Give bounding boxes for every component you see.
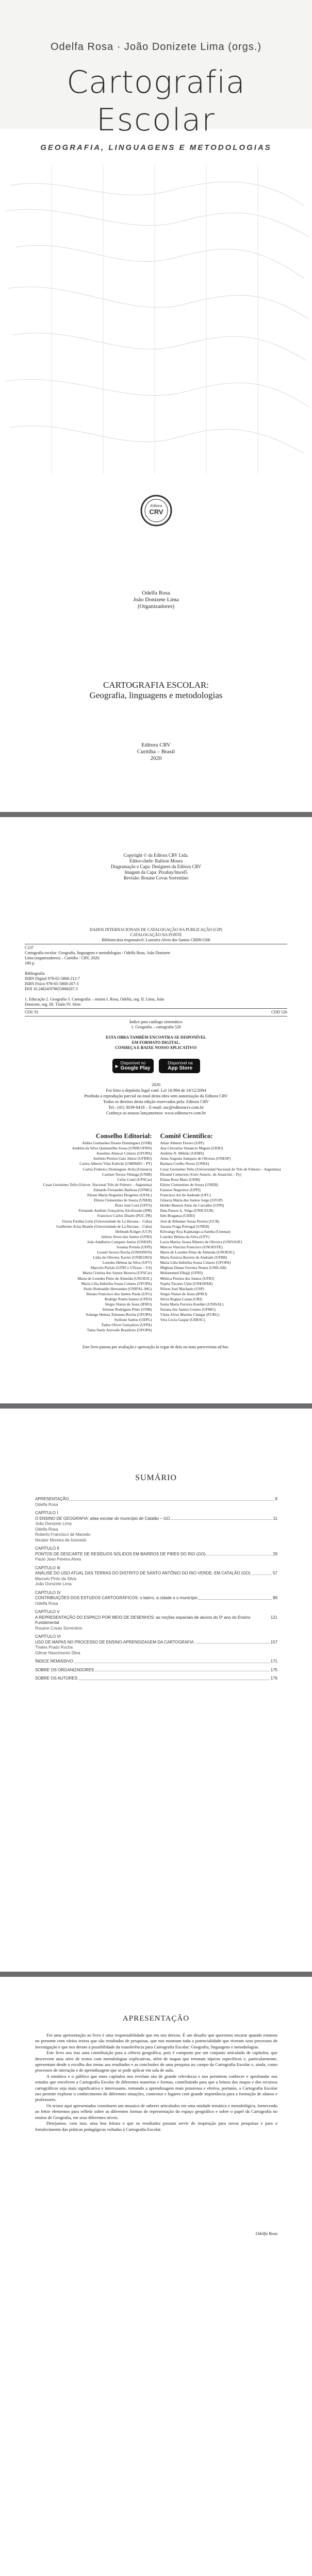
toc-authors: Marcelo Pinto da Silva João Donizete Lima <box>35 1576 76 1586</box>
book-subtitle: Geografia, linguagens e metodologias <box>89 690 223 700</box>
toc-page-number: 11 <box>273 1516 277 1521</box>
rights-line: Conheça os nossos lançamentos: www.editoracrv.com.br <box>106 1110 206 1115</box>
toc-title: A REPRESENTAÇÃO DO ESPAÇO POR MEIO DE DESENHOS: as noções espaciais de alunos do 5º ano do Ensino Fundamental <box>35 1615 251 1625</box>
toc-page-number: 89 <box>273 1596 277 1600</box>
council-member: Carlos Alberto Vilar Estêvão (UMINHO – PT) <box>79 1161 152 1166</box>
committee-member: Marcos Vinicius Francisco (UNOESTE) <box>160 1244 223 1249</box>
credit-line: Revisão: Rosane Covas Sorrentino <box>123 875 189 880</box>
council-member: Paulo Romualdo Hernandes (UNIFAL-MG) <box>83 1286 152 1291</box>
cip-body <box>25 951 287 1007</box>
badge-small-text: Disponível no <box>120 1061 146 1065</box>
credits-block <box>0 853 312 881</box>
editorial-council-title: Conselho Editorial: <box>95 1132 152 1140</box>
committee-member: Sonia Maria Ferreira Koehler (UNISAL) <box>160 1302 224 1307</box>
cip-cdd: CDD 526 <box>271 1010 287 1014</box>
committee-member: Anna Augusta Sampaio de Oliveira (UNESP) <box>160 1156 231 1161</box>
rights-line: 2020 <box>152 1082 160 1087</box>
publisher-year: 2020 <box>150 755 162 761</box>
committee-member: Francisco Ari de Andrade (UFC) <box>160 1193 211 1198</box>
council-member: Anselmo Alencar Colares (UFOPA) <box>96 1151 152 1156</box>
committee-member: Maria Eurácia Barreto de Andrade (UFRB) <box>160 1255 227 1260</box>
scientific-committee-title: Comitê Científico: <box>160 1132 213 1140</box>
toc-title: SOBRE OS ORGANIZADORES <box>35 1667 94 1672</box>
committee-member: Jussara Fraga Portugal (UNEB) <box>160 1224 209 1229</box>
cip-header-3: Bibliotecária responsável: Luzenira Alves dos Santos CRB9/1506 <box>102 938 210 942</box>
committee-member: Sérgio Nunes de Jesus (IFRO) <box>160 1291 207 1296</box>
toc-page-number: 9 <box>275 1497 277 1501</box>
council-member: Elizeu Clementino de Souza (UNEB) <box>94 1198 152 1203</box>
toc-authors: Paulo Jean Pereira Alves <box>35 1557 81 1562</box>
toc-chapter-label: CAPÍTULO III <box>35 1565 60 1570</box>
cover-title-line2: Escolar <box>96 102 216 138</box>
book-cover <box>0 0 312 575</box>
rights-line: Proibida a reprodução parcial ou total desta obra sem autorização da Editora CRV <box>84 1093 228 1098</box>
council-member: Lourdes Helena da Silva (UFV) <box>102 1260 152 1265</box>
rights-block <box>0 1082 312 1116</box>
council-member: Antônio Pereira Gaio Júnior (UFRRJ) <box>93 1156 152 1161</box>
toc-entry[interactable] <box>35 1659 277 1665</box>
scientific-committee <box>156 1133 297 1333</box>
cip-line: Lima (organizadores) – Curitiba : CRV, 2020. <box>25 956 101 960</box>
cip-line: 180 p. <box>25 961 35 965</box>
committee-member: Lourdes Helena da Silva (UFV) <box>160 1234 210 1239</box>
book-title: CARTOGRAFIA ESCOLAR: <box>103 680 209 690</box>
council-member: Simone Rodrigues Pinto (UNB) <box>102 1307 152 1312</box>
committee-member: Fauston Negreiros (UFPI) <box>160 1187 201 1192</box>
peer-review-note: Este livro passou por avaliação e aprovação às cegas de dois ou mais pareceristas ad hoc. <box>82 1345 230 1349</box>
title-page-names <box>0 590 312 610</box>
toc-authors: Thales Prado Rocha Gilmar Nascimento Silva <box>35 1645 80 1655</box>
committee-member: Míghian Danae Ferreira Nunes (UNILAB) <box>160 1265 226 1270</box>
toc-title: SOBRE OS AUTORES <box>35 1676 78 1681</box>
committee-member: Najela Tavares Ujiie (UNESPAR) <box>160 1281 213 1286</box>
council-member: Helmuth Krüger (UCP) <box>115 1229 152 1234</box>
toc-page-number: 121 <box>270 1615 277 1620</box>
council-member: Sérgio Nunes de Jesus (IFRO) <box>105 1302 152 1307</box>
toc-entry[interactable] <box>35 1634 277 1656</box>
rights-line: Tel.: (41) 3039-6418 – E-mail: sac@editoracrv.com.br <box>108 1105 204 1110</box>
committee-member: Silvia Regina Canan (URI) <box>160 1296 202 1301</box>
avail-line-2: EM FORMATO DIGITAL. <box>132 1040 180 1045</box>
council-member: Eduardo Fernandes Barbosa (UFMG) <box>93 1187 152 1192</box>
council-member: Sydione Santos (UEPG) <box>114 1317 152 1323</box>
council-member: Guillermo Arias Beatón (Universidade de La Havana – Cuba) <box>56 1224 152 1229</box>
toc-entry[interactable] <box>35 1609 277 1631</box>
organizer-2: João Donizete Lima <box>133 597 179 603</box>
badge-small-text: Disponível na <box>168 1061 193 1065</box>
rights-line: Todos os direitos desta edição reservados pela: Editora CRV <box>103 1099 209 1104</box>
badge-big-text: App Store <box>168 1065 193 1071</box>
committee-member: Nilson José Machado (USP) <box>160 1286 204 1291</box>
badge-big-text: Google Play <box>120 1065 151 1071</box>
presentation-paragraph: A temática e o público que estes capítulos nos revelam são de grande relevância e nos permitem conhecer e aprofundar nos estudos que envolvem a Cartografia Escolar de diferentes maneiras e formas, contribuindo para que a leitura dos mapas e dos recursos cartográficos seja mais significativa e interessante, tornando a aprendizagem mais prazerosa e efetiva, portanto, a Cartografia Escolar nos permite explorar o conhecimento de diferentes situações, contextos e lugares com grande importância para a formação de alunos e professores. <box>35 2073 277 2103</box>
cip-record <box>25 927 287 1050</box>
toc-page-number: 176 <box>270 1676 277 1681</box>
app-store-badge[interactable] <box>159 1059 200 1073</box>
toc-title: ÍNDICE REMISSIVO <box>35 1659 73 1664</box>
council-member: Aldira Guimarães Duarte Domínguez (UNB) <box>82 1141 152 1146</box>
toc-title: ANÁLISE DO USO ATUAL DAS TERRAS DO DISTRITO DE SANTO ANTÔNIO DO RIO VERDE, EM CATALÃO (GO) <box>35 1571 251 1575</box>
toc-title: USO DE MAPAS NO PROCESSO DE ENSINO-APRENDIZAGEM DA CARTOGRAFIA <box>35 1639 194 1645</box>
toc-entry[interactable] <box>35 1668 277 1673</box>
avail-line-3: CONHEÇA E BAIXE NOSSO APLICATIVO! <box>115 1045 197 1050</box>
council-member: Tania Suely Azevedo Brasileiro (UFOPA) <box>87 1328 152 1333</box>
toc-entry[interactable] <box>35 1566 277 1587</box>
cip-line: Donizete, org. III. Título IV. Série <box>25 1002 81 1007</box>
presentation-title: APRESENTAÇÃO <box>122 2014 190 2023</box>
toc-page-number: 57 <box>273 1571 277 1575</box>
toc-chapter-label: CAPÍTULO VI <box>35 1634 61 1639</box>
committee-member: Mohammed Elhajji (UFRJ) <box>160 1270 203 1276</box>
toc-entry[interactable] <box>35 1676 277 1682</box>
committee-member: Gláucia Maria dos Santos Jorge (UFOP) <box>160 1198 223 1203</box>
summary-title: SUMÁRIO <box>135 1473 177 1482</box>
cip-line: Bibliografia <box>25 971 45 976</box>
committee-member: Barbara Coelho Neves (UFBA) <box>160 1161 209 1166</box>
credit-line: Diagramação e Capa: Designers da Editora CRV <box>110 864 202 869</box>
credit-line: Imagem da Capa: Pixabay/lmcel5 <box>124 870 188 875</box>
toc-page-number: 175 <box>270 1667 277 1672</box>
toc-chapter-label: CAPÍTULO I <box>35 1511 58 1515</box>
presentation-signature: Odelfa Rosa <box>255 2231 277 2236</box>
committee-member: Maria Lília Imbiriba Sousa Colares (UFOPA) <box>160 1260 231 1265</box>
council-member: Élsio José Corá (UFFS) <box>115 1203 152 1208</box>
credit-line: Editor-chefe: Railson Moura <box>129 858 183 863</box>
cip-line: 1. Educação 2. Geografia 3. Cartografia – ensino I. Rosa, Odelfa, org. II. Lima, João <box>25 997 165 1002</box>
cip-code: C237 <box>25 945 34 950</box>
committee-member: Altair Alberto Fávero (UPF) <box>160 1141 204 1146</box>
publisher-logo <box>140 495 172 527</box>
avail-line-1: ESTA OBRA TAMBÉM ENCONTRA-SE DISPONÍVEL <box>106 1035 206 1040</box>
council-member: Maria de Lourdes Pinto de Almeida (UNOESC) <box>77 1276 152 1281</box>
council-member: Celso Conti (UFSCar) <box>117 1177 152 1182</box>
council-member: Marcelo Paixão (UFRJ e UTexas – US) <box>90 1265 152 1270</box>
committee-member: Kilwangy Kya Kapitango-a-Samba (Unemat) <box>160 1229 231 1234</box>
committee-member: Maria de Lourdes Pinto de Almeida (UNOESC) <box>160 1250 235 1255</box>
title-page-title <box>0 680 312 701</box>
organizer-role: (Organizadores) <box>137 603 175 609</box>
presentation-paragraph: Desejamos, com isso, uma boa leitura e que os resultados possam servir de inspiração para novas pesquisas e para o fortalecimento das práticas pedagógicas voltadas à Cartografia Escolar. <box>35 2121 277 2132</box>
council-member: Fernando Antônio Gonçalves Alcoforado (IPB) <box>78 1208 152 1213</box>
toc-entry[interactable] <box>35 1511 277 1543</box>
cip-index-title: Índice para catálogo sistemático <box>129 1020 183 1024</box>
council-member: Elione Maria Nogueira Diogenes (UFAL) <box>87 1193 152 1198</box>
council-member: Maria Cristina dos Santos Bezerra (UFSCar) <box>83 1270 152 1276</box>
cip-line: Cartografia escolar: Geografia, linguagens e metodologias / Odelfa Rosa, João Donizete <box>25 951 171 955</box>
council-member: Cesar Gerónimo Tello (Univer .Nacional Três de Febrero – Argentina) <box>43 1182 152 1187</box>
toc-entry[interactable] <box>35 1590 277 1607</box>
toc-authors: Odelfa Rosa <box>35 1502 58 1507</box>
table-of-contents <box>35 1497 277 1685</box>
presentation-text <box>35 2032 277 2132</box>
toc-chapter-label: CAPÍTULO IV <box>35 1590 61 1595</box>
toc-authors: João Donizete Lima Odelfa Rosa Roberto Francisco de Macedo Neuber Moreira de Azevedo <box>35 1521 91 1543</box>
committee-member: Mônica Pereira dos Santos (UFRJ) <box>160 1276 215 1281</box>
cip-line: ISBN Físico 978-65-5868-207-3 <box>25 981 79 986</box>
toc-entry[interactable] <box>35 1546 277 1563</box>
presentation-paragraph: Os textos aqui apresentados constituem um mosaico de saberes articulados em uma unidade temática e metodológica, fornecendo ao leitor elementos para refletir sobre as diferentes formas de representação do espaço geográfico e sobre o papel da Cartografia no ensino de Geografia, em seus diferentes níveis. <box>35 2103 277 2120</box>
council-member: Solange Helena Ximenes-Rocha (UFOPA) <box>86 1312 152 1317</box>
toc-page-number: 29 <box>273 1551 277 1556</box>
council-member: Leonel Severo Rocha (UNISINOS) <box>97 1250 152 1255</box>
committee-member: Eliane Rose Maio (UEM) <box>160 1177 200 1182</box>
committee-member: Lucia Marisy Souza Ribeiro de Oliveira (UNIVASF) <box>160 1239 242 1244</box>
committee-member: Vera Lucia Gaspar (UDESC) <box>160 1317 205 1323</box>
toc-chapter-label: CAPÍTULO II <box>35 1546 59 1551</box>
cover-illustration <box>0 165 312 474</box>
council-member: Rodrigo Pratte-Santos (UFES) <box>104 1296 152 1301</box>
cip-line <box>25 966 287 971</box>
toc-title: O ENSINO DE GEOGRAFIA: atlas escolar do município de Catalão – GO <box>35 1516 170 1521</box>
cip-cdu: CDU 91 <box>25 1010 39 1014</box>
committee-member: Suzana dos Santos Gomes (UFMG) <box>160 1307 216 1312</box>
committee-member: Diosnel Centurion (Univ Americ. de Asunción – Py) <box>160 1172 241 1177</box>
council-member: Tadeu Oliver Gonçalves (UFPA) <box>101 1323 152 1328</box>
summary-page <box>0 1409 312 1972</box>
cip-index-entry: 1. Geografia – cartografia 526 <box>131 1025 181 1029</box>
editorial-council <box>15 1133 156 1333</box>
cip-header-2: CATALOGAÇÃO NA FONTE <box>130 933 182 937</box>
toc-page-number: 157 <box>270 1639 277 1645</box>
google-play-badge[interactable] <box>112 1059 154 1073</box>
toc-title: PONTOS DE DESCARTE DE RESÍDUOS SÓLIDOS EM BAIRROS DE PIRES DO RIO (GO) <box>35 1551 206 1556</box>
publisher-name: Editora CRV <box>141 742 171 748</box>
app-badges <box>0 1059 312 1073</box>
toc-page-number: 171 <box>270 1659 277 1664</box>
rights-line: Foi feito o depósito legal conf. Lei 10.994 de 14/12/2004 <box>106 1088 206 1093</box>
toc-chapter-label: CAPÍTULO V <box>35 1609 60 1614</box>
council-member: Andréia da Silva Quintanilha Sousa (UNIR/UFRN) <box>72 1146 152 1151</box>
cover-subtitle: GEOGRAFIA, LINGUAGENS E METODOLOGIAS <box>40 143 272 152</box>
toc-authors: Rosane Covas Sorrentino <box>35 1625 83 1631</box>
committee-member: Vânia Alves Martins Chaigar (FURG) <box>160 1312 220 1317</box>
publisher-logo-text: CRV <box>149 508 163 516</box>
play-icon: ▶ <box>115 1063 119 1069</box>
committee-member: Elizeu Clementino de Souza (UNEB) <box>160 1182 218 1187</box>
council-member: João Adalberto Campato Junior (UNESP) <box>87 1239 152 1244</box>
title-page-publisher <box>0 742 312 762</box>
committee-member: Ilma Passos A. Veiga (UNICEUB) <box>160 1208 214 1213</box>
cover-authors: Odelfa Rosa · João Donizete Lima (orgs.) <box>50 41 262 53</box>
committee-member: Ana Chrystina Venancio Mignot (UERJ) <box>160 1146 223 1151</box>
council-member: Renato Francisco dos Santos Paula (UFG) <box>86 1291 152 1296</box>
presentation-paragraph: Foi uma apresentação ao livro é uma responsabilidade que em nos deixou. É um desafio que queremos encarar quando estamos no presente com vários textos que são resultados de pesquisas, que nos mostram toda a potencialidade que tiveram seus processos de investigação e que nos deram a possibilidade da transferência para Cartografia Escolar: Geografia, linguagens e metodologias. <box>35 2032 277 2049</box>
council-member: Lídia de Oliveira Xavier (UNIEURO) <box>93 1255 152 1260</box>
cip-line: DOI 10.24824/978655868207.3 <box>25 987 78 991</box>
cip-line: ISBN Digital 978-65-5868-212-7 <box>25 976 80 981</box>
publisher-logo-small: Editora <box>150 504 162 508</box>
publisher-city: Curitiba – Brasil <box>137 749 175 755</box>
councils <box>15 1133 297 1333</box>
committee-member: Inês Bragança (UERJ) <box>160 1213 195 1218</box>
committee-member: Cesar Gerónimo Tello (Universidad Nacional de Três de Febrero – Argentina) <box>160 1166 281 1172</box>
council-member: Gloria Fariñas León (Universidade de La Havana – Cuba) <box>62 1218 152 1224</box>
cip-header-1: DADOS INTERNACIONAIS DE CATALOGAÇÃO NA PUBLICAÇÃO (CIP) <box>89 927 223 932</box>
toc-authors: Odelfa Rosa <box>35 1601 58 1606</box>
committee-member: Andréia N. Militão (UEMS) <box>160 1151 204 1156</box>
council-member: Francisco Carlos Duarte (PUC-PR) <box>97 1213 152 1218</box>
council-member: Carlos Federico Dominguez Avila (Unieuro) <box>83 1166 152 1172</box>
cip-line <box>25 992 287 997</box>
council-member: Carmen Tereza Velanga (UNIR) <box>102 1172 152 1177</box>
presentation-paragraph: Este livro nos traz uma contribuição para a ciência geográfica, pois é composto por um conjunto articulado de capítulos, que descrevem uma série de textos com metodologias explicativas, além de mapas que retratam tópicos específicos e, particularmente, apresentam desde a escolha dos temas aos resultados e as conclusões de uma pesquisa no campo da Cartografia Escolar e, ainda, como processos de interação e de aprendizagem que se pode aplicar em sala de aula. <box>35 2050 277 2073</box>
committee-member: Helder Buenos Aires de Carvalho (UFPI) <box>160 1203 224 1208</box>
toc-title: APRESENTAÇÃO <box>35 1497 69 1501</box>
toc-title: CONTRIBUIÇÕES DOS ESTUDOS CARTOGRÁFICOS: o bairro, a cidade e o município <box>35 1596 198 1600</box>
organizer-1: Odelfa Rosa <box>142 590 170 596</box>
credit-line: Copyright © da Editora CRV Ltda. <box>123 853 189 858</box>
council-member: Maria Lília Imbiriba Sousa Colares (UFOPA) <box>81 1281 152 1286</box>
committee-member: José de Ribamar Sousa Pereira (UCB) <box>160 1218 220 1224</box>
council-member: Jailson Alves dos Santos (UFRJ) <box>101 1234 152 1239</box>
cover-title-line1: Cartografia <box>67 64 245 100</box>
council-member: Josania Portela (UFPI) <box>117 1244 152 1249</box>
toc-entry[interactable] <box>35 1497 277 1507</box>
